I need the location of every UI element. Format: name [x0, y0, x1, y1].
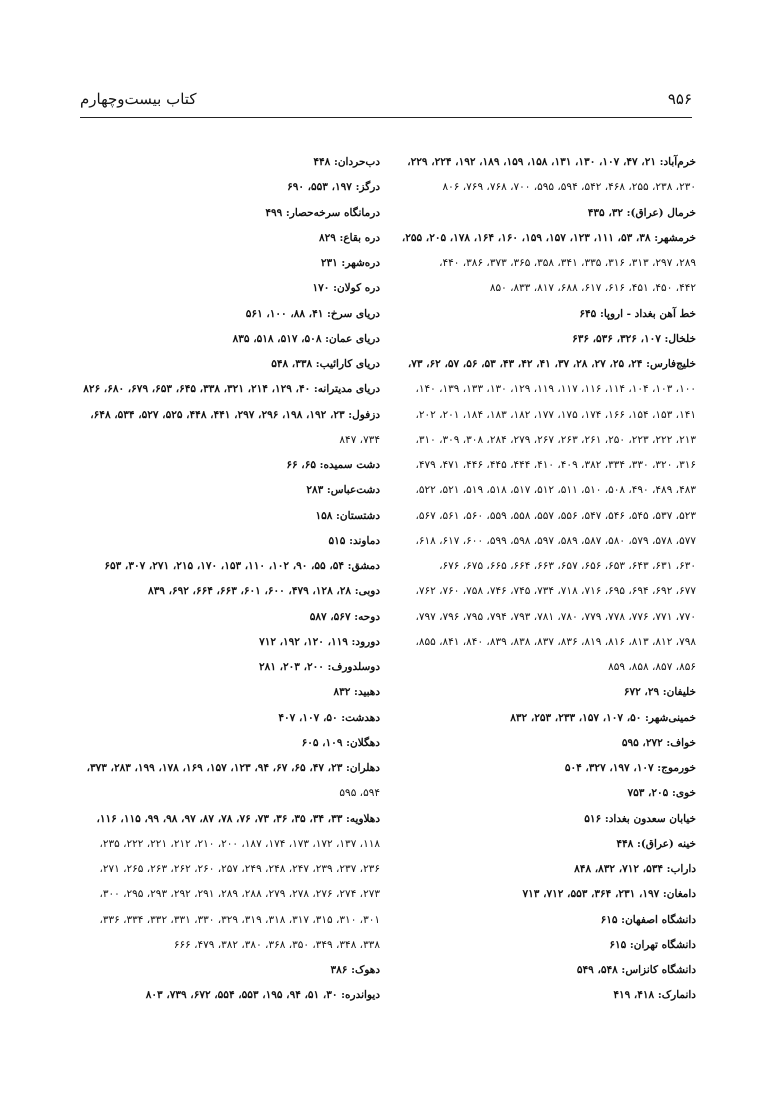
- index-entry-continuation: ۱۴۱، ۱۵۳، ۱۵۴، ۱۶۶، ۱۷۴، ۱۷۵، ۱۷۷، ۱۸۲، ۱۸۳، ۱۸۴، ۲۰۱، ۲۰۲،: [415, 408, 696, 421]
- index-entry: دانشگاه کانزاس: ۵۴۸، ۵۴۹: [576, 964, 696, 976]
- index-column-left: [80, 150, 380, 1009]
- index-entry-continuation: ۳۳۸، ۳۴۸، ۳۴۹، ۳۵۰، ۳۶۸، ۳۸۰، ۳۸۲، ۴۷۹، ۶۶۶: [173, 938, 380, 951]
- index-entry-continuation: ۶۳۰، ۶۳۱، ۶۴۳، ۶۵۳، ۶۵۶، ۶۵۷، ۶۶۳، ۶۶۴، ۶۶۵، ۶۷۵، ۶۷۶،: [439, 560, 696, 572]
- index-entry-continuation: ۷۹۸، ۸۱۲، ۸۱۳، ۸۱۶، ۸۱۹، ۸۳۶، ۸۳۷، ۸۳۸، ۸۳۹، ۸۴۰، ۸۴۱، ۸۵۵،: [415, 635, 696, 648]
- index-entry: درگز: ۱۹۷، ۵۵۳، ۶۹۰: [287, 181, 380, 194]
- index-entry: خلیفان: ۲۹، ۶۷۲: [623, 686, 696, 699]
- index-entry: دهبید: ۸۳۲: [333, 686, 380, 699]
- index-entry: داراب: ۵۳۴، ۷۱۲، ۸۳۲، ۸۴۸: [574, 863, 696, 875]
- index-entry-continuation: ۲۳۰، ۲۳۸، ۲۵۵، ۴۶۸، ۵۴۲، ۵۹۴، ۵۹۵، ۷۰۰، ۷۶۸، ۷۶۹، ۸۰۶: [442, 181, 696, 194]
- index-entry: دریای سرخ: ۴۱، ۸۸، ۱۰۰، ۵۶۱: [245, 307, 380, 320]
- index-entry-continuation: ۷۷۰، ۷۷۱، ۷۷۶، ۷۷۸، ۷۷۹، ۷۸۰، ۷۸۱، ۷۹۳، ۷۹۴، ۷۹۵، ۷۹۶، ۷۹۷،: [415, 610, 696, 623]
- index-entry: دره‌شهر: ۲۳۱: [320, 257, 380, 269]
- index-entry: خورموج: ۱۰۷، ۱۹۷، ۳۲۷، ۵۰۴: [564, 762, 696, 774]
- index-entry: خمینی‌شهر: ۵۰، ۱۰۷، ۱۵۷، ۲۳۳، ۲۵۳، ۸۳۲: [510, 711, 696, 724]
- running-title: کتاب بیست‌وچهارم: [80, 90, 197, 108]
- index-entry: دوحه: ۵۶۷، ۵۸۷: [309, 610, 380, 623]
- index-entry: دشت سمیده: ۶۵، ۶۶: [286, 459, 380, 471]
- index-entry-continuation: ۲۳۶، ۲۳۷، ۲۳۹، ۲۴۷، ۲۴۸، ۲۴۹، ۲۵۷، ۲۶۰، ۲۶۲، ۲۶۳، ۲۶۵، ۲۷۱،: [99, 863, 380, 875]
- index-entry-continuation: ۲۷۳، ۲۷۴، ۲۷۶، ۲۷۸، ۲۷۹، ۲۸۸، ۲۸۹، ۲۹۱، ۲۹۲، ۲۹۳، ۲۹۵، ۳۰۰،: [99, 888, 380, 901]
- index-entry: دهلاویه: ۳۳، ۳۴، ۳۵، ۳۶، ۷۳، ۷۶، ۷۸، ۸۷، ۹۷، ۹۸، ۹۹، ۱۱۵، ۱۱۶،: [96, 812, 380, 825]
- index-entry: خلیج‌فارس: ۲۴، ۲۵، ۲۷، ۲۸، ۳۷، ۴۱، ۴۲، ۴۳، ۵۳، ۵۶، ۵۷، ۶۲، ۷۳،: [407, 358, 696, 370]
- index-entry: خرم‌آباد: ۲۱، ۴۷، ۱۰۷، ۱۳۰، ۱۳۱، ۱۵۸، ۱۵۹، ۱۸۹، ۱۹۲، ۲۲۴، ۲۲۹،: [407, 156, 696, 168]
- index-entry-continuation: ۸۵۶، ۸۵۷، ۸۵۸، ۸۵۹: [608, 661, 696, 673]
- index-entry-continuation: ۵۹۴، ۵۹۵: [339, 787, 380, 800]
- index-entry-continuation: ۴۴۲، ۴۵۰، ۴۵۱، ۶۱۶، ۶۱۷، ۶۸۸، ۸۱۷، ۸۳۳، ۸۵۰: [489, 282, 696, 295]
- index-entry-continuation: ۱۰۰، ۱۰۳، ۱۰۴، ۱۱۴، ۱۱۶، ۱۱۷، ۱۱۹، ۱۲۹، ۱۳۰، ۱۳۳، ۱۳۹، ۱۴۰،: [415, 383, 696, 396]
- index-entry: دمشق: ۵۴، ۵۵، ۹۰، ۱۰۲، ۱۱۰، ۱۵۳، ۱۷۰، ۲۱۵، ۲۷۱، ۳۰۷، ۶۵۳: [104, 560, 380, 572]
- index-entry: خواف: ۲۷۲، ۵۹۵: [621, 736, 696, 749]
- index-entry: دهدشت: ۵۰، ۱۰۷، ۴۰۷: [278, 711, 380, 724]
- index-entry: دریای کارائیب: ۳۳۸، ۵۴۸: [271, 358, 380, 370]
- index-entry: خیابان سعدون بغداد: ۵۱۶: [584, 812, 696, 825]
- index-entry-continuation: ۶۷۷، ۶۹۲، ۶۹۴، ۶۹۵، ۷۱۶، ۷۱۸، ۷۳۴، ۷۴۵، ۷۴۶، ۷۵۸، ۷۶۰، ۷۶۲،: [415, 585, 696, 598]
- index-entry: درمانگاه سرخه‌حصار: ۴۹۹: [265, 206, 380, 219]
- index-entry: دب‌حردان: ۴۴۸: [313, 156, 380, 168]
- index-entry: دریای عمان: ۵۰۸، ۵۱۷، ۵۱۸، ۸۳۵: [232, 332, 380, 345]
- index-entry: دانشگاه اصفهان: ۶۱۵: [600, 913, 696, 926]
- index-entry: دوبی: ۲۸، ۱۲۸، ۴۷۹، ۶۰۰، ۶۰۱، ۶۶۳، ۶۶۴، ۶۹۲، ۸۳۹: [148, 585, 380, 598]
- index-entry-continuation: ۵۲۳، ۵۳۷، ۵۴۵، ۵۴۶، ۵۴۷، ۵۵۶، ۵۵۷، ۵۵۸، ۵۵۹، ۵۶۰، ۵۶۱، ۵۶۷،: [415, 509, 696, 522]
- index-entry-continuation: ۲۱۳، ۲۲۲، ۲۲۳، ۲۵۰، ۲۶۱، ۲۶۳، ۲۶۷، ۲۷۹، ۲۸۴، ۳۰۸، ۳۰۹، ۳۱۰،: [415, 433, 696, 446]
- index-entry-continuation: ۴۸۳، ۴۸۹، ۴۹۰، ۵۰۸، ۵۱۰، ۵۱۱، ۵۱۲، ۵۱۷، ۵۱۸، ۵۱۹، ۵۲۱، ۵۲۲،: [415, 484, 696, 497]
- index-entry: دشتستان: ۱۵۸: [315, 509, 380, 522]
- page-header: [80, 88, 692, 112]
- index-entry-continuation: ۳۱۶، ۳۲۰، ۳۳۰، ۳۳۴، ۳۸۲، ۴۰۹، ۴۱۰، ۴۴۴، ۴۴۵، ۴۴۶، ۴۷۱، ۴۷۹،: [415, 459, 696, 471]
- index-entry: دهگلان: ۱۰۹، ۶۰۵: [301, 736, 380, 749]
- index-entry: دانشگاه تهران: ۶۱۵: [609, 938, 696, 951]
- index-entry: دورود: ۱۱۹، ۱۲۰، ۱۹۲، ۷۱۲: [259, 635, 380, 648]
- index-entry: دزفول: ۲۳، ۱۹۲، ۱۹۸، ۲۹۶، ۲۹۷، ۴۴۱، ۴۴۸، ۵۲۵، ۵۲۷، ۵۳۴، ۶۴۸،: [90, 408, 380, 421]
- page-number: ۹۵۶: [667, 90, 692, 108]
- index-entry: خوی: ۲۰۵، ۷۵۳: [627, 787, 696, 800]
- index-entry: دریای مدیترانه: ۴۰، ۱۲۹، ۲۱۴، ۳۲۱، ۳۳۸، ۶۴۵، ۶۵۳، ۶۷۹، ۶۸۰، ۸۲۶: [83, 383, 380, 396]
- index-entry-continuation: ۱۱۸، ۱۳۷، ۱۷۲، ۱۷۳، ۱۷۴، ۱۸۷، ۲۰۰، ۲۱۰، ۲۱۲، ۲۲۱، ۲۲۲، ۲۳۵،: [99, 837, 380, 850]
- index-entry: خلخال: ۱۰۷، ۳۲۶، ۵۳۶، ۶۳۶: [572, 332, 696, 345]
- index-entry: دامغان: ۱۹۷، ۲۳۱، ۳۶۴، ۵۵۳، ۷۱۲، ۷۱۳: [522, 888, 696, 901]
- index-entry-continuation: ۵۷۷، ۵۷۸، ۵۷۹، ۵۸۰، ۵۸۷، ۵۸۹، ۵۹۷، ۵۹۸، ۵۹۹، ۶۰۰، ۶۱۷، ۶۱۸،: [415, 534, 696, 547]
- index-entry-continuation: ۲۸۹، ۲۹۷، ۳۱۳، ۳۱۶، ۳۳۵، ۳۴۱، ۳۵۸، ۳۶۵، ۳۷۳، ۳۸۶، ۴۴۰،: [439, 257, 696, 269]
- header-rule: [80, 117, 692, 118]
- index-entry: دهوک: ۳۸۶: [330, 964, 380, 976]
- index-entry: دره کولان: ۱۷۰: [312, 282, 380, 295]
- index-entry: دشت‌عباس: ۲۸۳: [306, 484, 380, 497]
- index-entry: دماوند: ۵۱۵: [328, 534, 380, 547]
- index-column-right: [401, 150, 696, 1009]
- index-entry: خینه (عراق): ۴۴۸: [616, 837, 696, 850]
- index-entry-continuation: ۳۰۱، ۳۱۰، ۳۱۵، ۳۱۷، ۳۱۸، ۳۱۹، ۳۲۹، ۳۳۰، ۳۳۱، ۳۳۲، ۳۳۴، ۳۳۶،: [99, 913, 380, 926]
- index-entry: دیواندره: ۳۰، ۵۱، ۹۴، ۱۹۵، ۵۵۳، ۵۵۴، ۶۷۲، ۷۳۹، ۸۰۳: [145, 989, 380, 1002]
- index-entry: دره بقاع: ۸۲۹: [318, 231, 380, 244]
- index-entry: خرمشهر: ۳۸، ۵۳، ۱۱۱، ۱۲۳، ۱۵۷، ۱۵۹، ۱۶۰، ۱۶۴، ۱۷۸، ۲۰۵، ۲۵۵،: [401, 231, 696, 244]
- index-entry: دهلران: ۲۳، ۴۷، ۶۵، ۶۷، ۹۴، ۱۲۳، ۱۵۷، ۱۶۹، ۱۷۸، ۱۹۹، ۲۸۳، ۳۷۳،: [86, 762, 380, 774]
- index-entry: دوسلدورف: ۲۰۰، ۲۰۳، ۲۸۱: [259, 661, 380, 673]
- index-entry-continuation: ۷۳۴، ۸۴۷: [339, 433, 380, 446]
- index-entry: خط آهن بغداد - اروپا: ۶۴۵: [579, 307, 696, 320]
- index-entry: دانمارک: ۴۱۸، ۴۱۹: [613, 989, 696, 1002]
- index-entry: خرمال (عراق): ۳۲، ۴۳۵: [587, 206, 696, 219]
